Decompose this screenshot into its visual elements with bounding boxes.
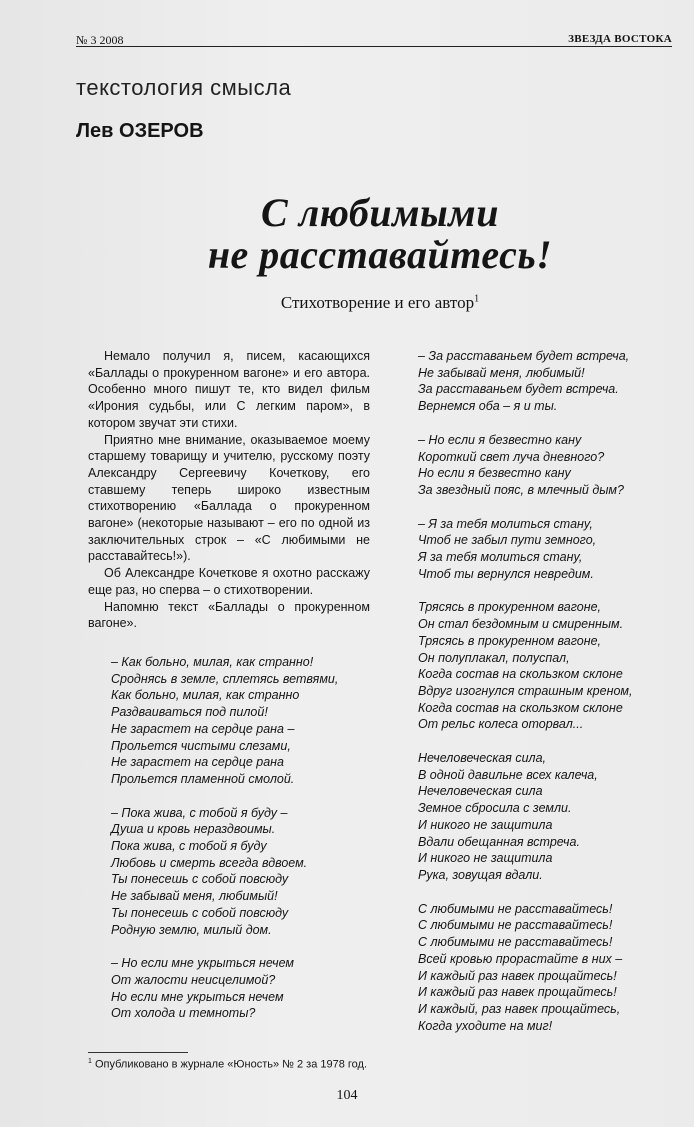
poem-line: И никого не защитила (418, 851, 553, 866)
poem-line: Родную землю, милый дом. (111, 922, 272, 937)
article-subtitle (230, 293, 530, 313)
poem-line: Чтоб ты вернулся невредим. (418, 566, 594, 581)
poem-right-column (418, 348, 678, 1051)
rubric: текстология смысла (76, 75, 292, 100)
poem-line: – Но если мне укрыться нечем (111, 956, 294, 971)
poem-stanza (111, 654, 371, 788)
footnote (88, 1058, 367, 1071)
poem-line: За звездный пояс, в млечный дым? (418, 482, 624, 497)
intro-paragraph: Немало получил я, писем, касающихся «Баллады о прокуренном вагоне» и его автора. Особенно много пишут те, кто видел фильм «Ирония судьбы, или С легким паром», в котором звучат эти стихи. (88, 349, 370, 430)
poem-line: Когда состав на скользком склоне (418, 667, 623, 682)
poem-stanza (418, 901, 678, 1035)
intro-paragraph: Об Александре Кочеткове я охотно расскажу еще раз, но сперва – о стихотворении. (88, 566, 370, 597)
poem-line: В одной давильне всех калеча, (418, 767, 598, 782)
poem-line: Ты понесешь с собой повсюду (111, 872, 289, 887)
poem-line: С любимыми не расставайтесь! (418, 901, 613, 916)
title-line-1: С любимыми (261, 190, 499, 235)
poem-line: Любовь и смерть всегда вдвоем. (111, 855, 308, 870)
poem-line: Трясясь в прокуренном вагоне, (418, 633, 602, 648)
poem-line: Рука, зовущая вдали. (418, 867, 543, 882)
poem-line: Вдруг изогнулся страшным креном, (418, 683, 633, 698)
poem-stanza (111, 805, 371, 939)
poem-line: Нечеловеческая сила, (418, 751, 546, 766)
poem-line: Ты понесешь с собой повсюду (111, 905, 289, 920)
poem-left-column (111, 654, 371, 1039)
footnote-number: 1 (88, 1058, 92, 1065)
footnote-text: Опубликовано в журнале «Юность» № 2 за 1978 год. (91, 1058, 368, 1071)
poem-line: Всей кровью прорастайте в них – (418, 951, 623, 966)
header-rule (76, 46, 672, 47)
page-number: 104 (336, 1088, 358, 1103)
author-name: Лев ОЗЕРОВ (76, 120, 204, 142)
poem-stanza (418, 432, 678, 499)
poem-line: Когда уходите на миг! (418, 1018, 553, 1033)
journal-name: ЗВЕЗДА ВОСТОКА (568, 33, 672, 45)
poem-line: Он полуплакал, полуспал, (418, 650, 570, 665)
intro-paragraph: Приятно мне внимание, оказываемое моему старшему товарищу и учителю, русскому поэту Александру Сергеевичу Кочеткову, его ставшему теперь широко известным стихотворению «Баллада о прокуренном вагоне» (некоторые называют – его по одной из заключительных строк – «С любимыми не расставайтесь!»). (88, 432, 370, 564)
poem-line: Не забывай меня, любимый! (111, 889, 278, 904)
poem-stanza (418, 750, 678, 884)
issue-number: № 3 2008 (76, 33, 124, 47)
poem-line: От холода и темноты? (111, 1006, 256, 1021)
poem-line: Не забывай меня, любимый! (418, 365, 585, 380)
poem-stanza (111, 955, 371, 1022)
poem-line: Вдали обещанная встреча. (418, 834, 580, 849)
poem-line: Но если мне укрыться нечем (111, 989, 284, 1004)
poem-line: Как больно, милая, как странно (111, 688, 300, 703)
footnote-mark: 1 (474, 293, 480, 305)
poem-line: От рельс колеса оторвал... (418, 717, 584, 732)
poem-line: Пока жива, с тобой я буду (111, 839, 267, 854)
poem-line: – Но если я безвестно кану (418, 432, 582, 447)
poem-line: С любимыми не расставайтесь! (418, 918, 613, 933)
poem-stanza (418, 516, 678, 583)
footnote-rule (88, 1052, 188, 1053)
poem-line: Душа и кровь нераздвоимы. (111, 822, 276, 837)
poem-line: Когда состав на скользком склоне (418, 700, 623, 715)
poem-line: И каждый раз навек прощайтесь! (418, 985, 617, 1000)
poem-line: С любимыми не расставайтесь! (418, 935, 613, 950)
intro-paragraph: Напомню текст «Баллады о прокуренном вагоне». (88, 599, 370, 631)
poem-line: Прольется пламенной смолой. (111, 771, 295, 786)
poem-line: Не зарастет на сердце рана (111, 755, 285, 770)
article-title (150, 192, 610, 276)
poem-line: Короткий свет луча дневного? (418, 449, 605, 464)
poem-line: – Пока жива, с тобой я буду – (111, 805, 288, 820)
poem-line: Но если я безвестно кану (418, 466, 571, 481)
poem-line: Вернемся оба – я и ты. (418, 399, 558, 414)
poem-line: Я за тебя молиться стану, (418, 550, 583, 565)
poem-line: Сроднясь в земле, сплетясь ветвями, (111, 671, 339, 686)
poem-line: Трясясь в прокуренном вагоне, (418, 600, 602, 615)
poem-line: Он стал бездомным и смиренным. (418, 617, 624, 632)
poem-line: Раздваиваться под пилой! (111, 705, 268, 720)
poem-line: Прольется чистыми слезами, (111, 738, 291, 753)
poem-line: Чтоб не забыл пути земного, (418, 533, 597, 548)
poem-line: Земное сбросила с земли. (418, 801, 572, 816)
subtitle-text: Стихотворение и его автор (280, 293, 475, 312)
poem-stanza (418, 348, 678, 415)
poem-stanza (418, 599, 678, 733)
poem-line: И каждый раз навек прощайтесь! (418, 968, 617, 983)
title-line-2: не расставайтесь! (207, 232, 553, 277)
intro-text (88, 348, 370, 632)
poem-line: – Как больно, милая, как странно! (111, 655, 314, 669)
poem-line: – Я за тебя молиться стану, (418, 516, 593, 531)
poem-line: – За расставаньем будет встреча, (418, 349, 630, 363)
poem-line: И каждый, раз навек прощайтесь, (418, 1001, 621, 1016)
poem-line: За расставаньем будет встреча. (418, 382, 619, 397)
poem-line: И никого не защитила (418, 817, 553, 832)
poem-line: От жалости неисцелимой? (111, 972, 276, 987)
poem-line: Не зарастет на сердце рана – (111, 721, 295, 736)
poem-line: Нечеловеческая сила (418, 784, 543, 799)
